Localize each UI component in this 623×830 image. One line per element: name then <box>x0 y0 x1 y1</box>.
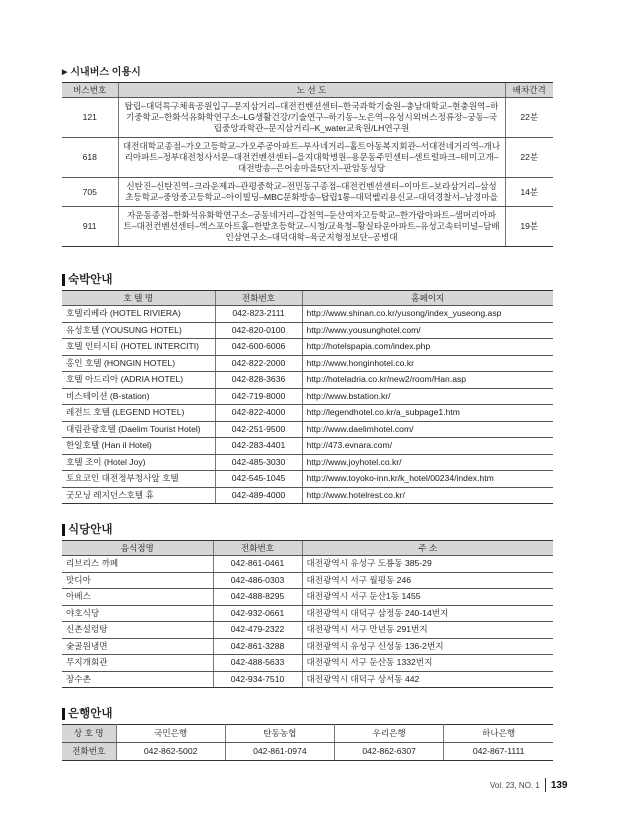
bank-phone: 042-867-1111 <box>444 743 553 761</box>
hotel-name: 굿모닝 레지던스호텔 휴 <box>62 487 215 504</box>
hotel-phone: 042-600-6006 <box>215 339 302 356</box>
hotel-section <box>62 272 553 504</box>
table-row <box>62 355 553 372</box>
bank-name-label: 상 호 명 <box>62 725 116 743</box>
hotel-phone: 042-251-9500 <box>215 421 302 438</box>
section-bar-icon <box>62 708 65 720</box>
hotel-homepage: http://www.toyoko-inn.kr/k_hotel/00234/index.htm <box>302 471 553 488</box>
column-header: 주 소 <box>302 541 553 556</box>
bus-section-title: ▶ 시내버스 이용시 <box>62 67 141 78</box>
volume-label: Vol. 23, NO. 1 <box>490 780 540 790</box>
bank-phone: 042-861-0974 <box>225 743 334 761</box>
hotel-phone: 042-820-0100 <box>215 322 302 339</box>
restaurant-name: 장수촌 <box>62 671 213 688</box>
restaurant-phone: 042-932-0661 <box>213 605 302 622</box>
hotel-phone: 042-822-4000 <box>215 405 302 422</box>
restaurant-address: 대전광역시 서구 월평동 246 <box>302 572 553 589</box>
column-header: 음식점명 <box>62 541 213 556</box>
bank-section-title: 은행안내 <box>62 706 553 722</box>
bus-table <box>62 82 553 247</box>
table-row <box>62 471 553 488</box>
restaurant-address: 대전광역시 대덕구 상서동 442 <box>302 671 553 688</box>
bank-name: 우리은행 <box>335 725 444 743</box>
hotel-phone: 042-719-8000 <box>215 388 302 405</box>
hotel-phone: 042-822-2000 <box>215 355 302 372</box>
hotel-homepage: http://www.bstation.kr/ <box>302 388 553 405</box>
hotel-homepage: http://www.honginhotel.co.kr <box>302 355 553 372</box>
restaurant-phone: 042-488-5633 <box>213 655 302 672</box>
hotel-name: 비스테이션 (B-station) <box>62 388 215 405</box>
restaurant-name: 숯골원냉면 <box>62 638 213 655</box>
restaurant-address: 대전광역시 유성구 도룡동 385-29 <box>302 556 553 573</box>
restaurant-section-title: 식당안내 <box>62 522 553 538</box>
hotel-name: 호텔 아드리아 (ADRIA HOTEL) <box>62 372 215 389</box>
restaurant-phone: 042-486-0303 <box>213 572 302 589</box>
hotel-phone: 042-545-1045 <box>215 471 302 488</box>
bus-interval: 14분 <box>505 178 553 207</box>
bus-number: 618 <box>62 138 118 178</box>
bus-number: 121 <box>62 98 118 138</box>
restaurant-name: 야호식당 <box>62 605 213 622</box>
hotel-table <box>62 290 553 504</box>
bus-route: 탑립–대덕특구체육공원입구–문지삼거리–대전컨벤션센터–한국과학기술원–충남대학교–현충원역–하기중학교–한화석유화학연구소–LG생활건강/기술연구–하기동–노은역–유성시외버스정류장–궁동–국립중앙과학관–문지삼거리–K_water교육원/LH연구원 <box>118 98 505 138</box>
table-row <box>62 306 553 323</box>
hotel-homepage: http://www.daelimhotel.com/ <box>302 421 553 438</box>
column-header: 전화번호 <box>213 541 302 556</box>
table-row <box>62 605 553 622</box>
hotel-phone: 042-489-4000 <box>215 487 302 504</box>
bank-name: 하나은행 <box>444 725 553 743</box>
bus-interval: 22분 <box>505 138 553 178</box>
hotel-name: 호텔 인터시티 (HOTEL INTERCITI) <box>62 339 215 356</box>
hotel-name: 홍인 호텔 (HONGIN HOTEL) <box>62 355 215 372</box>
hotel-name: 레전드 호텔 (LEGEND HOTEL) <box>62 405 215 422</box>
column-header: 홈페이지 <box>302 291 553 306</box>
column-header: 호 텔 명 <box>62 291 215 306</box>
table-row <box>62 454 553 471</box>
hotel-homepage: http://hoteladria.co.kr/new2/room/Han.asp <box>302 372 553 389</box>
table-row <box>62 421 553 438</box>
hotel-name: 한일호텔 (Han il Hotel) <box>62 438 215 455</box>
table-row <box>62 655 553 672</box>
hotel-homepage: http://hotelspapia.com/index.php <box>302 339 553 356</box>
table-row <box>62 405 553 422</box>
bus-number: 705 <box>62 178 118 207</box>
hotel-phone: 042-823-2111 <box>215 306 302 323</box>
bank-phone: 042-862-6307 <box>335 743 444 761</box>
table-row <box>62 556 553 573</box>
table-row <box>62 339 553 356</box>
restaurant-phone: 042-479-2322 <box>213 622 302 639</box>
table-row <box>62 743 553 761</box>
bank-table <box>62 724 553 761</box>
column-header: 노 선 도 <box>118 83 505 98</box>
section-bar-icon <box>62 524 65 536</box>
bus-interval: 19분 <box>505 207 553 247</box>
table-row <box>62 487 553 504</box>
restaurant-address: 대전광역시 서구 만년동 291번지 <box>302 622 553 639</box>
section-bar-icon <box>62 274 65 286</box>
restaurant-section <box>62 522 553 688</box>
hotel-name: 대림관광호텔 (Daelim Tourist Hotel) <box>62 421 215 438</box>
hotel-name: 호텔 조이 (Hotel Joy) <box>62 454 215 471</box>
hotel-homepage: http://473.evnara.com/ <box>302 438 553 455</box>
table-row <box>62 388 553 405</box>
restaurant-name: 아베스 <box>62 589 213 606</box>
triangle-bullet-icon: ▶ <box>62 69 68 76</box>
restaurant-table <box>62 540 553 688</box>
restaurant-phone: 042-861-3288 <box>213 638 302 655</box>
table-row <box>62 98 553 138</box>
footer-divider <box>545 778 546 792</box>
table-row <box>62 372 553 389</box>
restaurant-name: 신촌설렁탕 <box>62 622 213 639</box>
table-row <box>62 622 553 639</box>
bus-route: 대전대학교종점–가오고등학교–가오주공아파트–부사네거리–홀트아동복지회관–서대전네거리역–개나리아파트–정부대전청사서문–대전컨벤션센터–을지대학병원–용문동주민센터–센트럴파크–테미고개–대전방송–은어송마을5단지–판암동성당 <box>118 138 505 178</box>
bank-name: 탄동농협 <box>225 725 334 743</box>
bus-route: 신탄진–신탄진역–크라운제과–관평중학교–전민동구종점–대전컨벤션센터–이마트–보라삼거리–삼성초등학교–중앙중고등학교–아이빌딩–MBC문화방송–탑립1통–대덕벨리용신교–대덕경찰서–남경마을 <box>118 178 505 207</box>
restaurant-name: 리브리스 까페 <box>62 556 213 573</box>
restaurant-phone: 042-488-8295 <box>213 589 302 606</box>
table-row <box>62 589 553 606</box>
bank-section <box>62 706 553 761</box>
hotel-homepage: http://www.hotelrest.co.kr/ <box>302 487 553 504</box>
restaurant-name: 맛디아 <box>62 572 213 589</box>
hotel-name: 유성호텔 (YOUSUNG HOTEL) <box>62 322 215 339</box>
restaurant-address: 대전광역시 서구 둔산1동 1455 <box>302 589 553 606</box>
page-footer <box>490 778 568 792</box>
table-row <box>62 671 553 688</box>
restaurant-name: 무지개회관 <box>62 655 213 672</box>
hotel-phone: 042-828-3636 <box>215 372 302 389</box>
table-row <box>62 638 553 655</box>
column-header: 전화번호 <box>215 291 302 306</box>
column-header: 배차간격 <box>505 83 553 98</box>
hotel-homepage: http://www.yousunghotel.com/ <box>302 322 553 339</box>
bank-name: 국민은행 <box>116 725 225 743</box>
table-row <box>62 178 553 207</box>
bus-number: 911 <box>62 207 118 247</box>
restaurant-address: 대전광역시 대덕구 삼정동 240-14번지 <box>302 605 553 622</box>
table-row <box>62 207 553 247</box>
table-row <box>62 572 553 589</box>
hotel-section-title: 숙박안내 <box>62 272 553 288</box>
page-number: 139 <box>550 779 568 791</box>
bus-route: 자운동종점–한화석유화학연구소–궁동네거리–갑천역–둔산여자고등학교–한가람아파트–샘머리아파트–대전컨벤션센터–엑스포아트홀–한밭초등학교–시청/교육청–황실타운아파트–유성고속터미널–담배인삼연구소–대덕대학–육군지형정보단–공병대 <box>118 207 505 247</box>
bank-phone-label: 전화번호 <box>62 743 116 761</box>
hotel-homepage: http://legendhotel.co.kr/a_subpage1.htm <box>302 405 553 422</box>
hotel-phone: 042-485-3030 <box>215 454 302 471</box>
hotel-phone: 042-283-4401 <box>215 438 302 455</box>
restaurant-phone: 042-861-0461 <box>213 556 302 573</box>
hotel-name: 토요코인 대전정부청사앞 호텔 <box>62 471 215 488</box>
table-row <box>62 322 553 339</box>
table-row <box>62 438 553 455</box>
restaurant-address: 대전광역시 서구 둔산동 1332번지 <box>302 655 553 672</box>
table-row <box>62 138 553 178</box>
hotel-homepage: http://www.shinan.co.kr/yusong/index_yuseong.asp <box>302 306 553 323</box>
hotel-name: 호텔리베라 (HOTEL RIVIERA) <box>62 306 215 323</box>
bus-section <box>62 66 553 247</box>
restaurant-phone: 042-934-7510 <box>213 671 302 688</box>
table-row <box>62 725 553 743</box>
bank-phone: 042-862-5002 <box>116 743 225 761</box>
column-header: 버스번호 <box>62 83 118 98</box>
hotel-homepage: http://www.joyhotel.co.kr/ <box>302 454 553 471</box>
restaurant-address: 대전광역시 유성구 신성동 136-2번지 <box>302 638 553 655</box>
bus-interval: 22분 <box>505 98 553 138</box>
